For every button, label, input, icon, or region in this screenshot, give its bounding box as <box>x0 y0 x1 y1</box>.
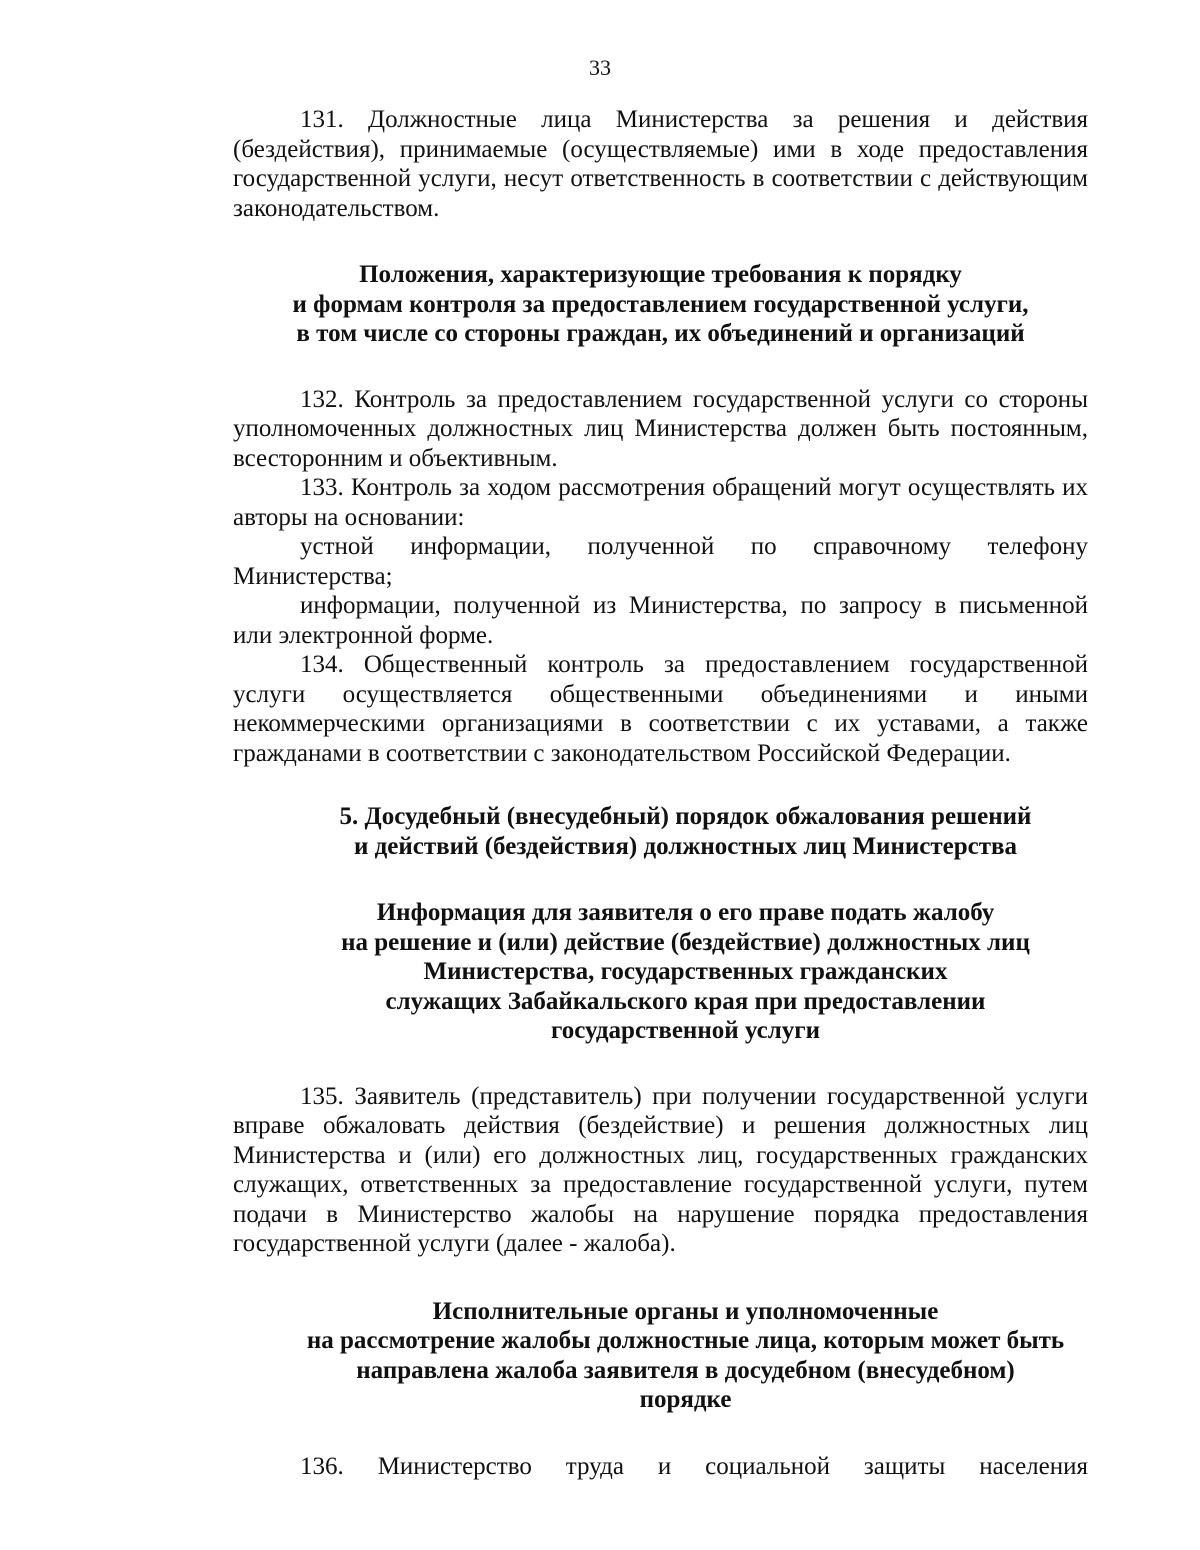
heading-line: на решение и (или) действие (бездействие) должностных лиц <box>341 928 1030 956</box>
heading-line: Министерства, государственных гражданских <box>423 958 948 985</box>
paragraph-133: 133. Контроль за ходом рассмотрения обращений могут осуществлять их авторы на основании: <box>233 474 1088 531</box>
paragraph-135: 135. Заявитель (представитель) при получении государственной услуги вправе обжаловать действия (бездействие) и решения должностных лиц Министерства и (или) его должностных лиц, государственных гражданских служащих, ответственных за предоставление государственной услуги, путем подачи в Министерство жалобы на нарушение порядка предоставления государственной услуги (далее - жалоба). <box>233 1082 1088 1257</box>
heading-executive-organs <box>233 1297 1088 1415</box>
document-body <box>233 105 1088 1481</box>
heading-line: и действий (бездействия) должностных лиц Министерства <box>353 832 1018 860</box>
heading-line: Положения, характеризующие требования к порядку <box>359 261 962 288</box>
heading-line: и формам контроля за предоставлением государственной услуги, <box>292 290 1029 318</box>
paragraph-136: 136. Министерство труда и социальной защиты населения <box>300 1452 1088 1480</box>
heading-line: направлена жалоба заявителя в досудебном (внесудебном) <box>356 1356 1015 1384</box>
heading-complaint-info <box>233 898 1088 1046</box>
heading-line: государственной услуги <box>550 1017 821 1044</box>
paragraph-131: 131. Должностные лица Министерства за решения и действия (бездействия), принимаемые (осуществляемые) ими в ходе предоставления государственной услуги, несут ответственность в соответствии с действующим законодательством. <box>233 106 1088 222</box>
heading-line: Исполнительные органы и уполномоченные <box>432 1297 939 1325</box>
heading-control-requirements <box>233 260 1088 349</box>
paragraph-132: 132. Контроль за предоставлением государственной услуги со стороны уполномоченных должностных лиц Министерства должен быть постоянным, всесторонним и объективным. <box>233 385 1088 472</box>
paragraph-134: 134. Общественный контроль за предоставлением государственной услуги осуществляется общественными объединениями и иными некоммерческими организациями в соответствии с их уставами, а также гражданами в соответствии с законодательством Российской Федерации. <box>233 651 1088 767</box>
heading-line: служащих Забайкальского края при предоставлении <box>385 987 986 1015</box>
paragraph-133-item-1: устной информации, полученной по справочному телефону Министерства; <box>233 533 1088 590</box>
heading-line: на рассмотрение жалобы должностные лица, которым может быть <box>306 1327 1065 1354</box>
paragraph-133-item-2: информации, полученной из Министерства, по запросу в письменной или электронной форме. <box>233 592 1088 649</box>
heading-section-5 <box>233 802 1088 861</box>
heading-line: Информация для заявителя о его праве подать жалобу <box>376 899 995 926</box>
page-number: 33 <box>589 55 611 80</box>
heading-line: порядке <box>639 1386 732 1413</box>
heading-line: в том числе со стороны граждан, их объединений и организаций <box>296 320 1025 347</box>
heading-line: 5. Досудебный (внесудебный) порядок обжалования решений <box>339 803 1032 830</box>
